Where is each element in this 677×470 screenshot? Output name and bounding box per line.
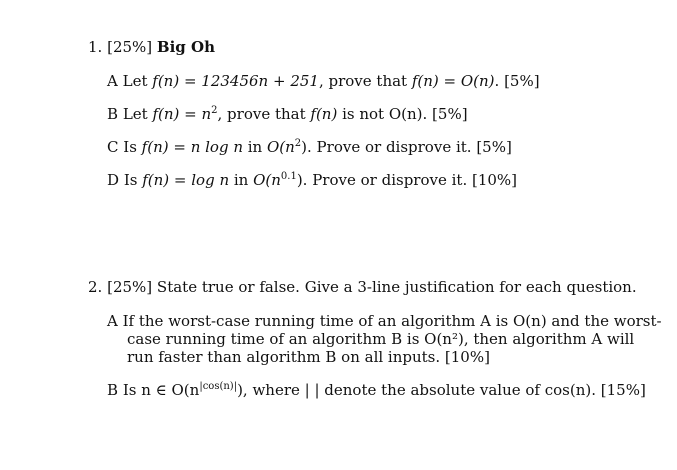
question-weight: [25%] — [107, 278, 153, 296]
item-text: Is n ∈ O(n — [122, 381, 200, 399]
question-title: Big Oh — [156, 38, 215, 56]
item-math: f(n) — [310, 105, 338, 123]
q1-item-a — [107, 72, 540, 90]
item-letter: B — [107, 105, 119, 123]
item-superscript: |cos(n)| — [199, 381, 238, 392]
item-text: in — [242, 138, 267, 156]
item-superscript: 0.1 — [280, 171, 297, 182]
question-2-heading — [88, 278, 637, 296]
q1-item-c — [107, 138, 512, 156]
item-text: . [5%] — [494, 72, 540, 90]
item-text: ). Prove or disprove it. [5%] — [301, 138, 512, 156]
item-math: f(n) = O(n) — [411, 72, 495, 90]
item-letter: D — [107, 171, 120, 189]
q1-item-d — [107, 171, 517, 189]
item-text: in — [229, 171, 254, 189]
item-superscript: 2 — [294, 138, 302, 149]
item-text: Let — [122, 72, 153, 90]
item-text: Is — [123, 171, 143, 189]
question-number: 1. — [88, 38, 103, 56]
item-line: case running time of an algorithm B is O(n²), then algorithm A will — [127, 330, 635, 348]
item-text: Let — [122, 105, 153, 123]
item-text: , prove that — [318, 72, 412, 90]
item-line: run faster than algorithm B on all inputs. [10%] — [127, 348, 490, 366]
item-text: , prove that — [217, 105, 311, 123]
item-text: ), where | | denote the absolute value of cos(n). [15%] — [237, 381, 646, 399]
question-number: 2. — [88, 278, 103, 296]
item-letter: B — [107, 381, 119, 399]
item-text: ). Prove or disprove it. [10%] — [296, 171, 518, 189]
item-letter: A — [107, 72, 118, 90]
item-text: is not O(n). [5%] — [337, 105, 468, 123]
q1-item-b — [107, 105, 468, 123]
item-math: O(n — [266, 138, 295, 156]
item-superscript: 2 — [211, 105, 218, 116]
question-title: State true or false. Give a 3-line justification for each question. — [156, 278, 637, 296]
question-1-heading — [88, 38, 215, 56]
item-letter: A — [107, 312, 118, 330]
q2-item-a — [107, 312, 662, 330]
item-math: f(n) = 123456n + 251 — [152, 72, 319, 90]
item-text: Is — [123, 138, 142, 156]
q2-item-a-line-3 — [127, 348, 490, 366]
item-line: If the worst-case running time of an algorithm A is O(n) and the worst- — [122, 312, 662, 330]
item-math: f(n) = n log n — [141, 138, 243, 156]
item-math: O(n — [253, 171, 281, 189]
item-math: f(n) = log n — [142, 171, 230, 189]
q2-item-a-line-2 — [127, 330, 634, 348]
q2-item-b — [107, 381, 646, 399]
item-math: f(n) = n — [152, 105, 212, 123]
question-weight: [25%] — [107, 38, 153, 56]
item-letter: C — [107, 138, 119, 156]
